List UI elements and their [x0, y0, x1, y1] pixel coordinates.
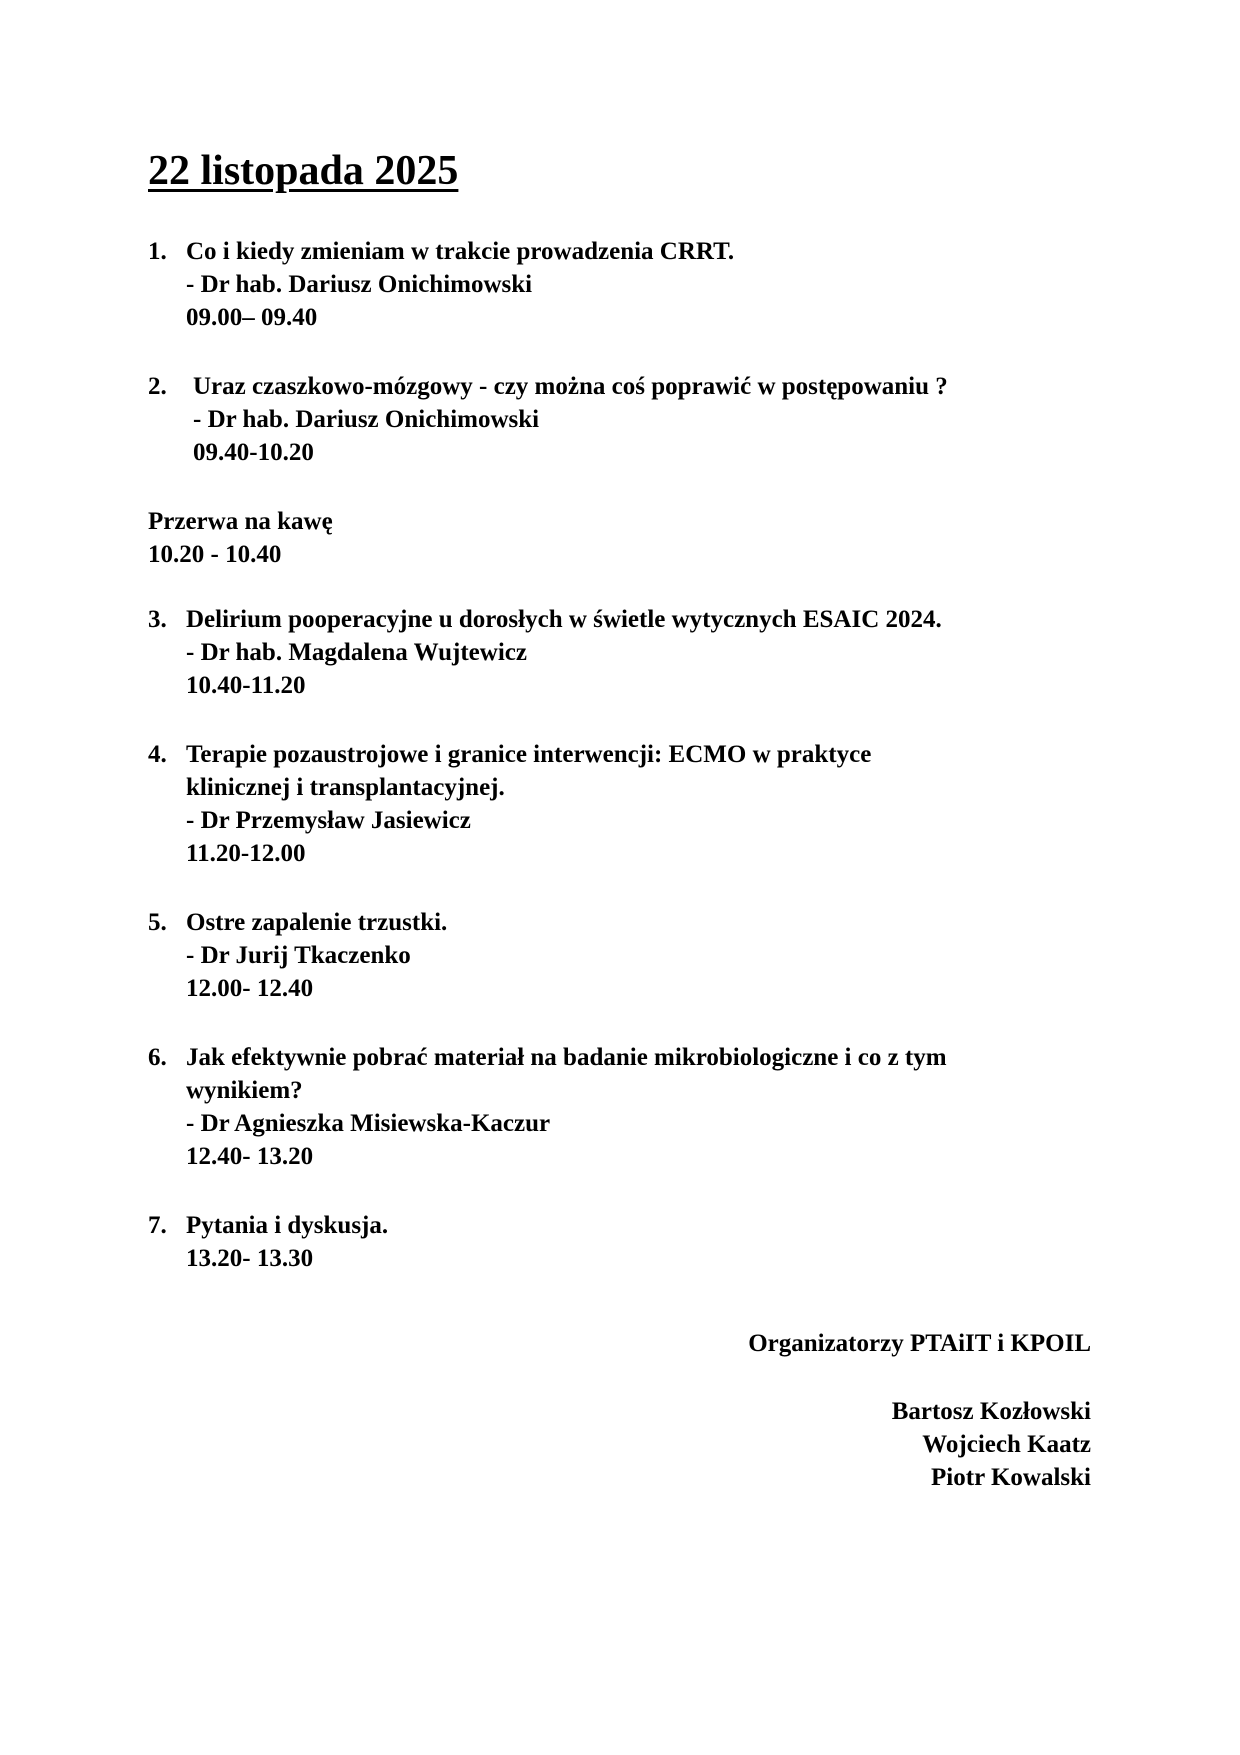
item-topic-continued: wynikiem?	[186, 1077, 303, 1104]
break-time: 10.20 - 10.40	[148, 541, 282, 568]
break-label: Przerwa na kawę	[148, 508, 333, 535]
organizers-label: Organizatorzy PTAiIT i KPOIL	[748, 1330, 1091, 1357]
item-number: 1.	[148, 238, 167, 265]
item-time: 12.40- 13.20	[186, 1143, 314, 1170]
item-topic: Terapie pozaustrojowe i granice interwencji: ECMO w praktyce	[186, 741, 872, 768]
item-speaker: - Dr Agnieszka Misiewska-Kaczur	[186, 1110, 551, 1137]
item-topic: Co i kiedy zmieniam w trakcie prowadzenia CRRT.	[186, 238, 735, 265]
item-topic: Uraz czaszkowo-mózgowy - czy można coś poprawić w postępowaniu ?	[193, 373, 948, 400]
item-time: 10.40-11.20	[186, 672, 306, 699]
item-number: 7.	[148, 1212, 167, 1239]
organizer-name: Piotr Kowalski	[931, 1464, 1091, 1491]
item-speaker: - Dr Jurij Tkaczenko	[186, 942, 411, 969]
item-time: 12.00- 12.40	[186, 975, 314, 1002]
item-topic: Ostre zapalenie trzustki.	[186, 909, 448, 936]
page-title: 22 listopada 2025	[148, 148, 459, 194]
item-topic: Delirium pooperacyjne u dorosłych w świetle wytycznych ESAIC 2024.	[186, 606, 942, 633]
item-number: 6.	[148, 1044, 167, 1071]
item-time: 13.20- 13.30	[186, 1245, 314, 1272]
item-time: 11.20-12.00	[186, 840, 306, 867]
item-number: 5.	[148, 909, 167, 936]
item-time: 09.00– 09.40	[186, 304, 318, 331]
item-topic-continued: klinicznej i transplantacyjnej.	[186, 774, 505, 801]
item-topic: Pytania i dyskusja.	[186, 1212, 389, 1239]
item-speaker: - Dr hab. Magdalena Wujtewicz	[186, 639, 527, 666]
item-time: 09.40-10.20	[193, 439, 314, 466]
item-speaker: - Dr Przemysław Jasiewicz	[186, 807, 471, 834]
organizer-name: Wojciech Kaatz	[922, 1431, 1091, 1458]
item-speaker: - Dr hab. Dariusz Onichimowski	[193, 406, 540, 433]
item-number: 3.	[148, 606, 167, 633]
item-topic: Jak efektywnie pobrać materiał na badanie mikrobiologiczne i co z tym	[186, 1044, 947, 1071]
organizer-name: Bartosz Kozłowski	[891, 1398, 1091, 1425]
item-speaker: - Dr hab. Dariusz Onichimowski	[186, 271, 533, 298]
item-number: 2.	[148, 373, 167, 400]
item-number: 4.	[148, 741, 167, 768]
